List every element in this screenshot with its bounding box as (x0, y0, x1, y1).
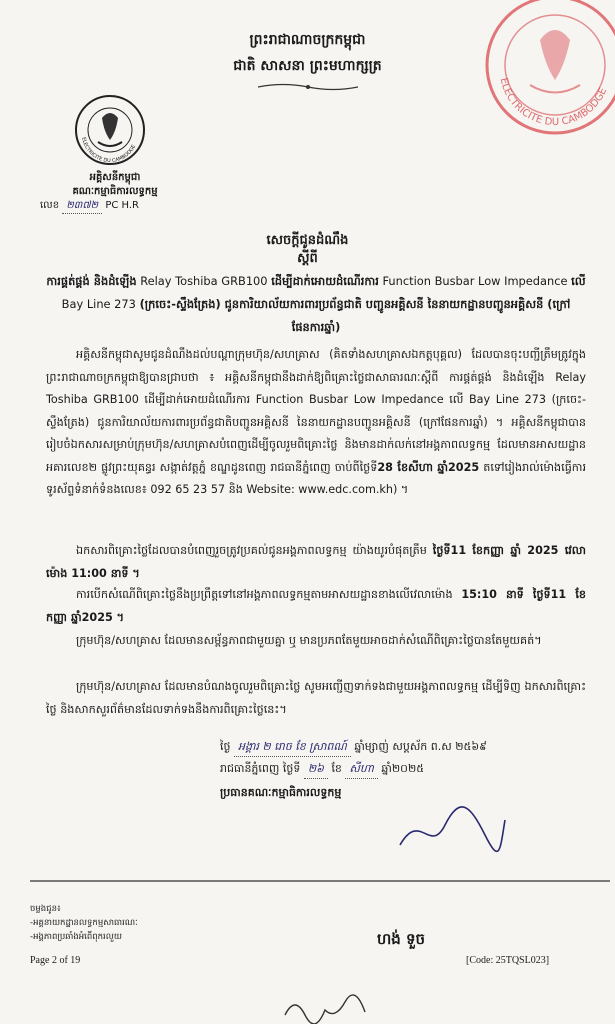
lunar-suffix: ឆ្នាំម្សាញ់ សប្តស័ក ព.ស ២៥៦៩ (354, 740, 487, 753)
notice-regarding: ស្តីពី (297, 251, 318, 266)
body-paragraph-3 (46, 584, 586, 629)
reference-number (40, 198, 139, 214)
subject-part-2: Relay Toshiba GRB100 (140, 274, 268, 288)
body-paragraph-2 (46, 540, 586, 585)
signer-name: ហង់ ទួច (376, 930, 426, 948)
gregorian-date-line (220, 762, 424, 779)
ref-number-handwritten: ២៣៧២ (62, 198, 102, 214)
seal-text: ELECTRICITE DU CAMBODGE (497, 76, 610, 129)
ref-prefix: លេខ (40, 200, 60, 211)
lunar-value-handwritten: អង្គារ ២ រោច ខែ ស្រាពណ៍ (234, 740, 351, 757)
p2-date: ថ្ងៃទី11 ខែកញ្ញា ឆ្នាំ 2025 វេលាម៉ោង 11:00 នាទី ។ (46, 544, 587, 580)
city-prefix: រាជធានីភ្នំពេញ ថ្ងៃទី (220, 762, 301, 775)
kingdom-heading: ព្រះរាជាណាចក្រកម្ពុជា (249, 32, 366, 48)
footer-divider (30, 880, 610, 882)
notice-title: សេចក្តីជូនដំណឹង (266, 233, 349, 248)
p3-text: ការបើកសំណើពិគ្រោះថ្លៃនឹងប្រព្រឹត្តទៅនៅអង្គភាពលទ្ធកម្មតាមអាសយដ្ឋានខាងលើវេលាម៉ោង (76, 588, 462, 601)
document-code: [Code: 25TQSL023] (466, 955, 550, 966)
handwritten-mark-icon (280, 990, 370, 1024)
issuer-committee: គណៈកម្មាធិការលទ្ធកម្ម (72, 186, 158, 197)
national-motto: ជាតិ សាសនា ព្រះមហាក្សត្រ (233, 58, 382, 74)
month-prefix: ខែ (331, 762, 342, 775)
p1-text: អគ្គិសនីកម្ពុជាសូមជូនដំណឹងដល់បណ្តាក្រុមហ៊ុន/សហគ្រាស (គិតទាំងសហគ្រាសឯកត្តបុគ្គល) ដែលបានចុះបញ្ជីត្រឹមត្រូវក្នុងព្រះរាជាណាចក្រកម្ពុជាឱ្យបានជ្រាបថា ៖ អគ្គិសនីកម្ពុជានឹងដាក់ឱ្យពិគ្រោះថ្លៃជាសាធារណៈស្តីពី ការផ្គត់ផ្គង់ និងដំឡើង Relay Toshiba GRB100 ដើម្បីដាក់អោយដំណើរការ Function Busbar Low Impedance លើ Bay Line 273 (ក្រចេះ-ស្ទឹងត្រែង) ជូនការិយាល័យការពារប្រព័ន្ធជាតិបញ្ជូនអគ្គិសនី នៃនាយកដ្ឋានបញ្ជូនអគ្គិសនី (ក្រៅផែនការឆ្នាំ) ។ អគ្គិសនីកម្ពុជាបានរៀបចំឯកសារសម្រាប់ក្រុមហ៊ុន/សហគ្រាសបំពេញដើម្បីចូលរួមពិគ្រោះថ្លៃ និងមានដាក់លក់នៅអង្គភាពលទ្ធកម្ម ដែលមានអាសយដ្ឋាន អគារលេខ២ ផ្លូវព្រះយុគន្ធរ សង្កាត់វត្តភ្នំ ខណ្ឌដូនពេញ រាជធានីភ្នំពេញ ចាប់ពីថ្ងៃទី (46, 348, 586, 474)
subject-part-4: Function Busbar Low Impedance (382, 274, 568, 288)
issuer-org-name: អគ្គិសនីកម្ពុជា (89, 172, 141, 183)
lunar-date-line (220, 740, 487, 757)
day-handwritten: ២៦ (304, 762, 328, 779)
subject-part-6: Bay Line 273 (61, 297, 136, 311)
year: ឆ្នាំ២០២៥ (381, 762, 425, 775)
ornament-divider-icon (258, 82, 358, 92)
ref-suffix: PC H.R (105, 200, 139, 211)
p1-date: 28 ខែសីហា ឆ្នាំ2025 (377, 460, 480, 474)
month-handwritten: សីហា (345, 762, 377, 779)
cc-item-1: -អគ្គនាយកដ្ឋានលទ្ធកម្មសាធារណៈ (30, 918, 138, 928)
notice-subject (46, 270, 586, 339)
edc-logo-icon (72, 92, 148, 168)
page-number: Page 2 of 19 (30, 955, 81, 966)
body-paragraph-4: ក្រុមហ៊ុន/សហគ្រាស ដែលមានសម្ព័ន្ធភាពជាមួយគ្នា ឬ មានប្រភពតែមួយអាចដាក់សំណើពិគ្រោះថ្លៃបានតែមួយគត់។ (76, 634, 542, 647)
cc-item-2: -អង្គភាពប្រឆាំងអំពើពុករលួយ (30, 932, 122, 942)
p3-date: 15:10 នាទី ថ្ងៃទី11 ខែកញ្ញា ឆ្នាំ2025 ។ (46, 588, 586, 624)
signatory-position: ប្រធានគណៈកម្មាធិការលទ្ធកម្ម (220, 786, 342, 799)
subject-part-1: ការផ្គត់ផ្គង់ និងដំឡើង (46, 274, 137, 288)
subject-part-7: (ក្រចេះ-ស្ទឹងត្រែង) ជូនការិយាល័យការពារប្រព័ន្ធជាតិ បញ្ជូនអគ្គិសនី នៃនាយកដ្ឋានបញ្ជូនអគ្គិសនី (ក្រៅផែនការឆ្នាំ) (139, 297, 571, 334)
logo-text: ELECTRICITE DU CAMBODGE (80, 136, 138, 165)
p2-text: ឯកសារពិគ្រោះថ្លៃដែលបានបំពេញរួចត្រូវប្រគល់ជូនអង្គភាពលទ្ធកម្ម យ៉ាងយូរបំផុតត្រឹម (76, 544, 433, 557)
lunar-prefix: ថ្ងៃ (220, 740, 231, 753)
subject-part-5: លើ (571, 274, 586, 288)
p1-tail: តទៅរៀងរាល់ម៉ោងធ្វើការ ទូរស័ព្ទទំនាក់ទំនងលេខ៖ 092 65 23 57 និង Website: www.edc.com.kh) ។ (46, 460, 586, 496)
signature-icon (390, 800, 510, 860)
cc-list (30, 902, 138, 944)
cc-heading: ចម្លងជូន៖ (30, 904, 61, 914)
subject-part-3: ដើម្បីដាក់អោយដំណើរការ (271, 274, 379, 288)
body-paragraph-1 (46, 344, 586, 502)
body-paragraph-5: ក្រុមហ៊ុន/សហគ្រាស ដែលមានបំណងចូលរួមពិគ្រោះថ្លៃ សូមអញ្ជើញទាក់ទងជាមួយអង្គភាពលទ្ធកម្ម ដើម្បីទិញ ឯកសារពិគ្រោះថ្លៃ និងសាកសួរព័ត៌មានដែលទាក់ទងនឹងការពិគ្រោះថ្លៃនេះ។ (46, 680, 586, 716)
